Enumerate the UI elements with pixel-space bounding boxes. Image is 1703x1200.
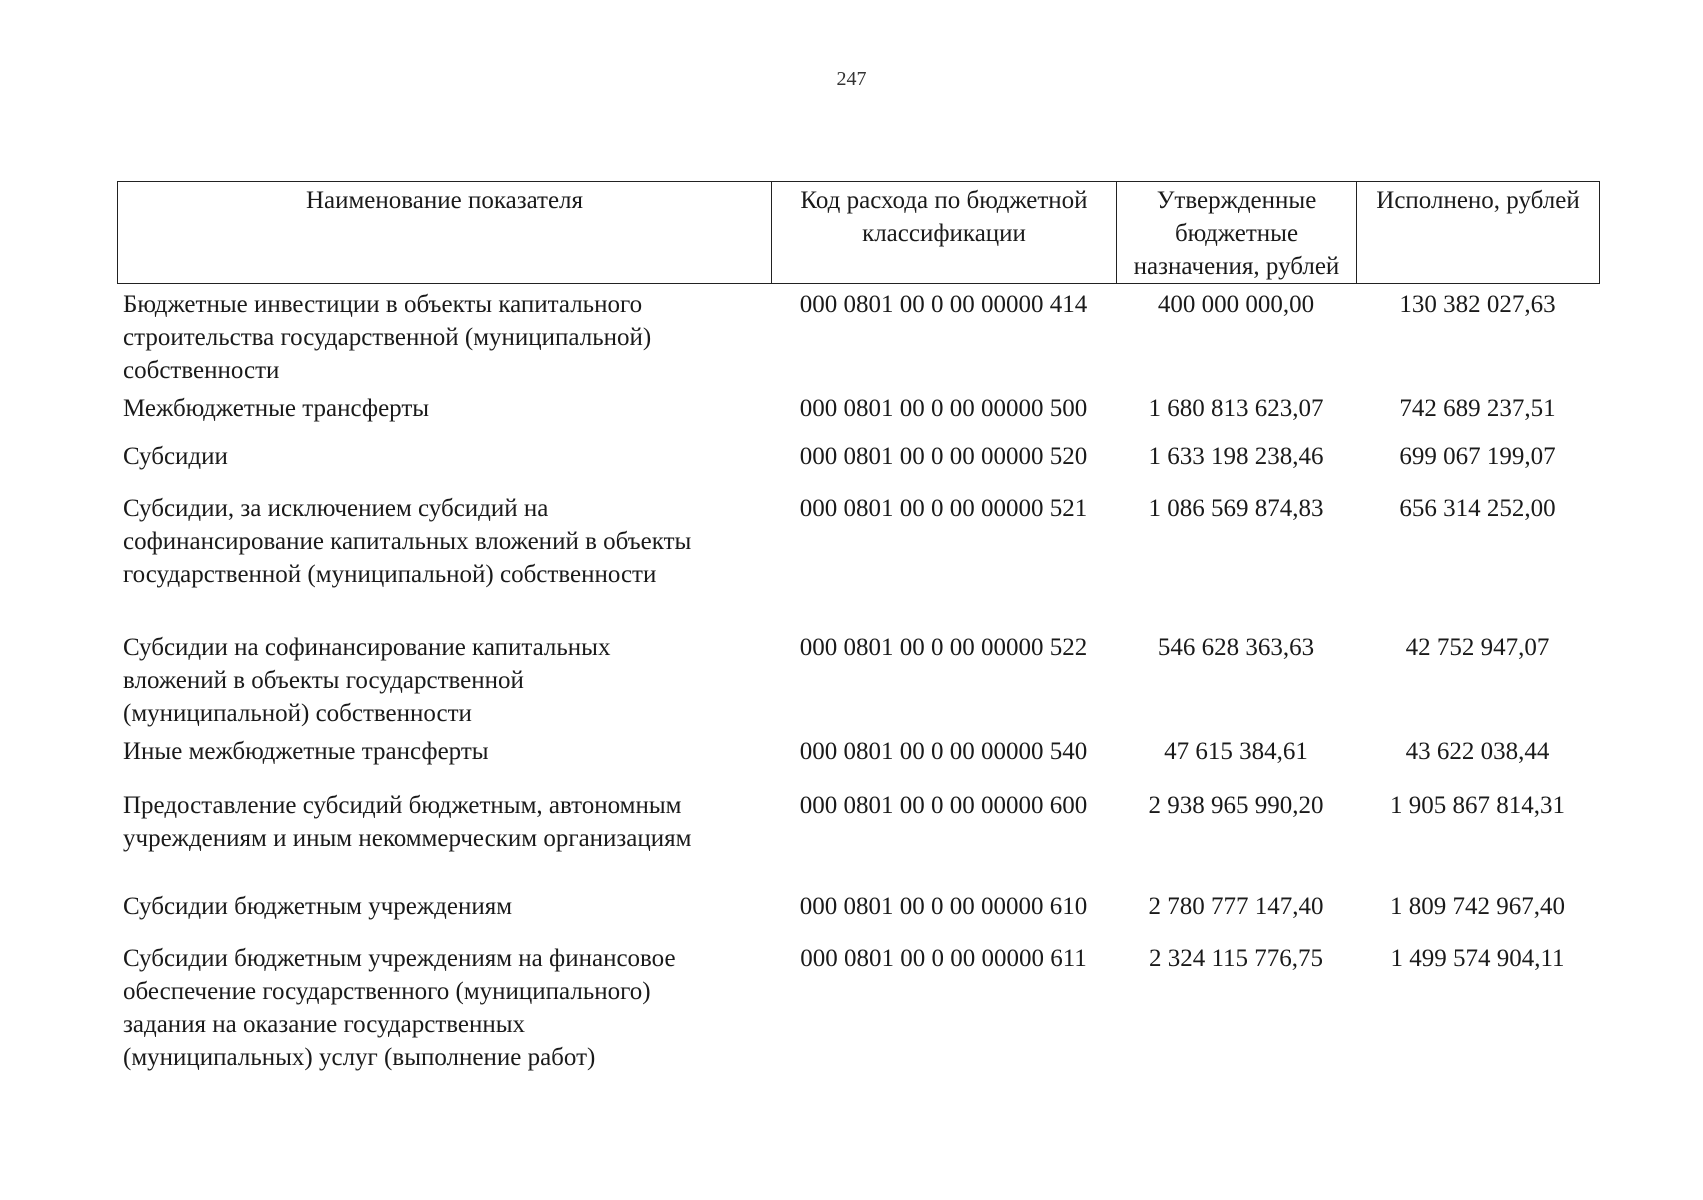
header-row — [118, 182, 1600, 284]
row-name: Субсидии — [123, 443, 228, 470]
row-name: Иные межбюджетные трансферты — [123, 738, 489, 765]
row-name: Бюджетные инвестиции в объекты капитального строительства государственной (муниципальной) собственности — [123, 291, 652, 384]
row-approved: 546 628 363,63 — [1157, 634, 1315, 661]
row-name: Субсидии бюджетным учреждениям — [123, 893, 513, 920]
table-header — [117, 181, 1600, 284]
row-approved: 47 615 384,61 — [1164, 738, 1308, 765]
row-approved: 2 780 777 147,40 — [1148, 893, 1324, 920]
row-code: 000 0801 00 0 00 00000 600 — [799, 792, 1088, 819]
row-done: 742 689 237,51 — [1399, 395, 1556, 422]
row-done: 1 905 867 814,31 — [1390, 792, 1565, 819]
page-number: 247 — [836, 68, 867, 90]
header-code: Код расхода по бюджетной классификации — [772, 182, 1117, 284]
row-code: 000 0801 00 0 00 00000 611 — [800, 945, 1087, 972]
row-approved: 1 086 569 874,83 — [1148, 495, 1324, 522]
row-code: 000 0801 00 0 00 00000 521 — [799, 495, 1088, 522]
row-done: 43 622 038,44 — [1405, 738, 1550, 765]
row-approved: 2 938 965 990,20 — [1148, 792, 1324, 819]
row-done: 1 809 742 967,40 — [1390, 893, 1565, 920]
row-code: 000 0801 00 0 00 00000 522 — [799, 634, 1088, 661]
row-name: Субсидии, за исключением субсидий на софинансирование капитальных вложений в объекты государственной (муниципальной) собственности — [123, 495, 692, 588]
row-done: 130 382 027,63 — [1399, 291, 1556, 318]
header-done: Исполнено, рублей — [1357, 182, 1600, 284]
row-done: 699 067 199,07 — [1399, 443, 1556, 470]
row-approved: 2 324 115 776,75 — [1148, 945, 1324, 972]
row-done: 42 752 947,07 — [1405, 634, 1550, 661]
row-name: Межбюджетные трансферты — [123, 395, 430, 422]
row-code: 000 0801 00 0 00 00000 414 — [799, 291, 1088, 318]
row-code: 000 0801 00 0 00 00000 610 — [799, 893, 1088, 920]
row-name: Субсидии бюджетным учреждениям на финансовое обеспечение государственного (муниципального) задания на оказание государственных (муниципальных) услуг (выполнение работ) — [123, 945, 676, 1071]
row-done: 656 314 252,00 — [1399, 495, 1556, 522]
row-code: 000 0801 00 0 00 00000 500 — [799, 395, 1088, 422]
row-name: Предоставление субсидий бюджетным, автономным учреждениям и иным некоммерческим организациям — [123, 792, 692, 852]
row-done: 1 499 574 904,11 — [1390, 945, 1565, 972]
header-approved: Утвержденные бюджетные назначения, рублей — [1117, 182, 1357, 284]
row-approved: 1 633 198 238,46 — [1148, 443, 1324, 470]
row-approved: 1 680 813 623,07 — [1148, 395, 1324, 422]
row-approved: 400 000 000,00 — [1157, 291, 1315, 318]
row-code: 000 0801 00 0 00 00000 520 — [799, 443, 1088, 470]
row-code: 000 0801 00 0 00 00000 540 — [799, 738, 1088, 765]
row-name: Субсидии на софинансирование капитальных вложений в объекты государственной (муниципальной) собственности — [123, 634, 611, 727]
header-name: Наименование показателя — [118, 182, 772, 284]
